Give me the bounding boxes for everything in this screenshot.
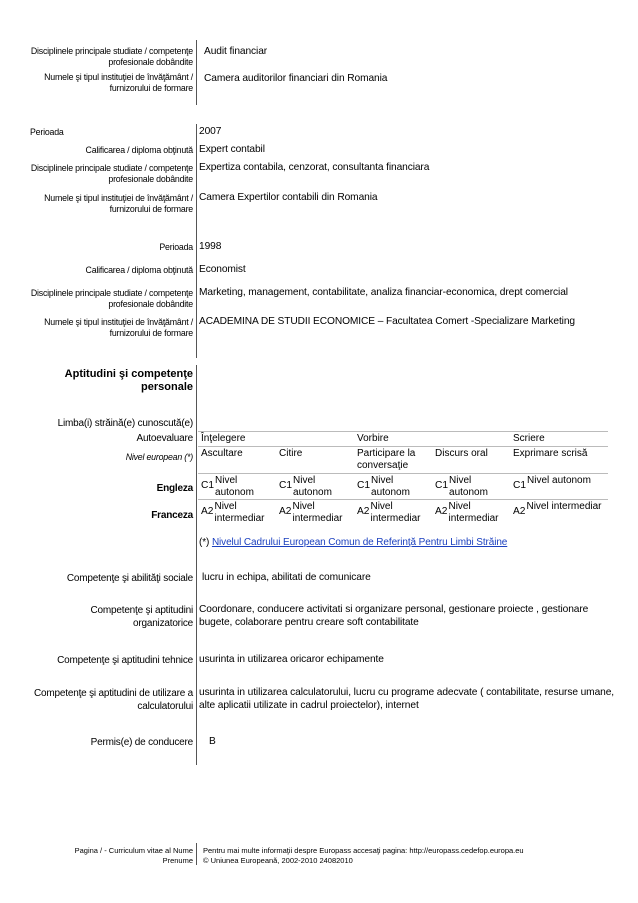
level-code: A2 bbox=[435, 506, 448, 517]
s2-institution-value: Camera Expertilor contabili din Romania bbox=[199, 192, 378, 203]
self-assessment-label: Autoevaluare bbox=[136, 433, 193, 444]
s3-institution-value: ACADEMINA DE STUDII ECONOMICE – Facultatea Comert -Specializare Marketing bbox=[199, 316, 575, 327]
driving-licence-value: B bbox=[209, 736, 216, 747]
s1-disciplines-label: Disciplinele principale studiate / competenţe profesionale dobândite bbox=[30, 46, 193, 67]
language-english-label: Engleza bbox=[156, 483, 193, 494]
footer-divider bbox=[196, 843, 197, 865]
subheader-listening: Ascultare bbox=[198, 447, 276, 474]
subheader-interaction: Participare la conversaţie bbox=[354, 447, 432, 474]
level-desc: Nivel autonom bbox=[215, 475, 254, 498]
s3-period-value: 1998 bbox=[199, 241, 222, 252]
group-understanding: Înţelegere bbox=[198, 432, 354, 447]
foreign-language-label: Limba(i) străină(e) cunoscută(e) bbox=[57, 418, 193, 429]
skills-divider bbox=[196, 365, 197, 765]
s2-qualification-label: Calificarea / diploma obţinută bbox=[85, 145, 193, 155]
level-code: A2 bbox=[357, 506, 370, 517]
level-code: C1 bbox=[357, 480, 371, 491]
organizational-skills-label: Competenţe şi aptitudini organizatorice bbox=[90, 605, 193, 629]
s3-period-label: Perioada bbox=[159, 242, 193, 252]
skills-heading: Aptitudini şi competenţe personale bbox=[64, 368, 193, 393]
s2-period-value: 2007 bbox=[199, 126, 222, 137]
level-code: C1 bbox=[435, 480, 449, 491]
footer-europass-info: Pentru mai multe informaţii despre Europass accesaţi pagina: http://europass.cedefop.europa.eu bbox=[203, 846, 524, 855]
s1-disciplines-value: Audit financiar bbox=[204, 46, 268, 57]
subheader-writing: Exprimare scrisă bbox=[510, 447, 608, 474]
section2-divider bbox=[196, 124, 197, 358]
level-code: A2 bbox=[201, 506, 214, 517]
organizational-skills-value: Coordonare, conducere activitati si organizare personal, gestionare proiecte , gestionare bugete, colaborare pentru creare soft contabilitate bbox=[199, 604, 589, 628]
group-speaking: Vorbire bbox=[354, 432, 510, 447]
footer-page-info: Pagina / - Curriculum vitae al Nume Prenume bbox=[74, 846, 193, 865]
computer-skills-value: usurinta in utilizarea calculatorului, lucru cu programe adecvate ( contabilitate, resurse umane, alte aplicatii utilizate in cadrul proiectelor), internet bbox=[199, 687, 614, 711]
level-desc: Nivel autonom bbox=[449, 475, 488, 498]
cefr-link[interactable]: Nivelul Cadrului European Comun de Referinţă Pentru Limbi Străine bbox=[211, 537, 508, 548]
language-row-french bbox=[198, 500, 608, 526]
level-desc: Nivel intermediar bbox=[448, 501, 499, 524]
level-desc: Nivel autonom bbox=[527, 475, 591, 486]
s2-period-label: Perioada bbox=[30, 127, 64, 137]
cefr-footnote bbox=[199, 537, 507, 550]
level-desc: Nivel intermediar bbox=[214, 501, 265, 524]
s3-institution-label: Numele şi tipul instituţiei de învăţământ / furnizorului de formare bbox=[44, 317, 193, 338]
language-row-english bbox=[198, 474, 608, 500]
s3-qualification-label: Calificarea / diploma obţinută bbox=[85, 265, 193, 275]
level-code: A2 bbox=[279, 506, 292, 517]
level-desc: Nivel intermediar bbox=[292, 501, 343, 524]
s1-institution-value: Camera auditorilor financiari din Romania bbox=[204, 73, 388, 84]
computer-skills-label: Competenţe şi aptitudini de utilizare a calculatorului bbox=[34, 688, 193, 712]
footnote-prefix: (*) bbox=[199, 537, 212, 548]
s2-qualification-value: Expert contabil bbox=[199, 144, 265, 155]
level-code: C1 bbox=[201, 480, 215, 491]
s2-disciplines-value: Expertiza contabila, cenzorat, consultanta financiara bbox=[199, 162, 430, 173]
technical-skills-label: Competenţe şi aptitudini tehnice bbox=[57, 655, 193, 666]
s1-institution-label: Numele şi tipul instituţiei de învăţământ / furnizorului de formare bbox=[44, 72, 193, 93]
european-level-label: Nivel european (*) bbox=[125, 452, 193, 462]
driving-licence-label: Permis(e) de conducere bbox=[90, 737, 193, 748]
technical-skills-value: usurinta in utilizarea oricaror echipamente bbox=[199, 654, 384, 665]
footer-copyright: © Uniunea Europeană, 2002-2010 24082010 bbox=[203, 856, 353, 865]
language-french-label: Franceza bbox=[151, 510, 193, 521]
s3-disciplines-label: Disciplinele principale studiate / competenţe profesionale dobândite bbox=[30, 288, 193, 309]
level-code: A2 bbox=[513, 506, 526, 517]
s3-disciplines-value: Marketing, management, contabilitate, analiza financiar-economica, drept comercial bbox=[199, 287, 568, 298]
level-code: C1 bbox=[279, 480, 293, 491]
section1-divider bbox=[196, 40, 197, 105]
language-table bbox=[198, 431, 608, 525]
subheader-reading: Citire bbox=[276, 447, 354, 474]
s2-disciplines-label: Disciplinele principale studiate / competenţe profesionale dobândite bbox=[30, 163, 193, 184]
social-skills-label: Competenţe şi abilităţi sociale bbox=[66, 573, 193, 584]
level-desc: Nivel autonom bbox=[293, 475, 332, 498]
s3-qualification-value: Economist bbox=[199, 264, 246, 275]
level-code: C1 bbox=[513, 480, 527, 491]
group-writing: Scriere bbox=[510, 432, 608, 447]
social-skills-value: lucru in echipa, abilitati de comunicare bbox=[202, 572, 371, 583]
level-desc: Nivel autonom bbox=[371, 475, 410, 498]
subheader-production: Discurs oral bbox=[432, 447, 510, 474]
s2-institution-label: Numele şi tipul instituţiei de învăţământ / furnizorului de formare bbox=[44, 193, 193, 214]
level-desc: Nivel intermediar bbox=[526, 501, 602, 512]
level-desc: Nivel intermediar bbox=[370, 501, 421, 524]
